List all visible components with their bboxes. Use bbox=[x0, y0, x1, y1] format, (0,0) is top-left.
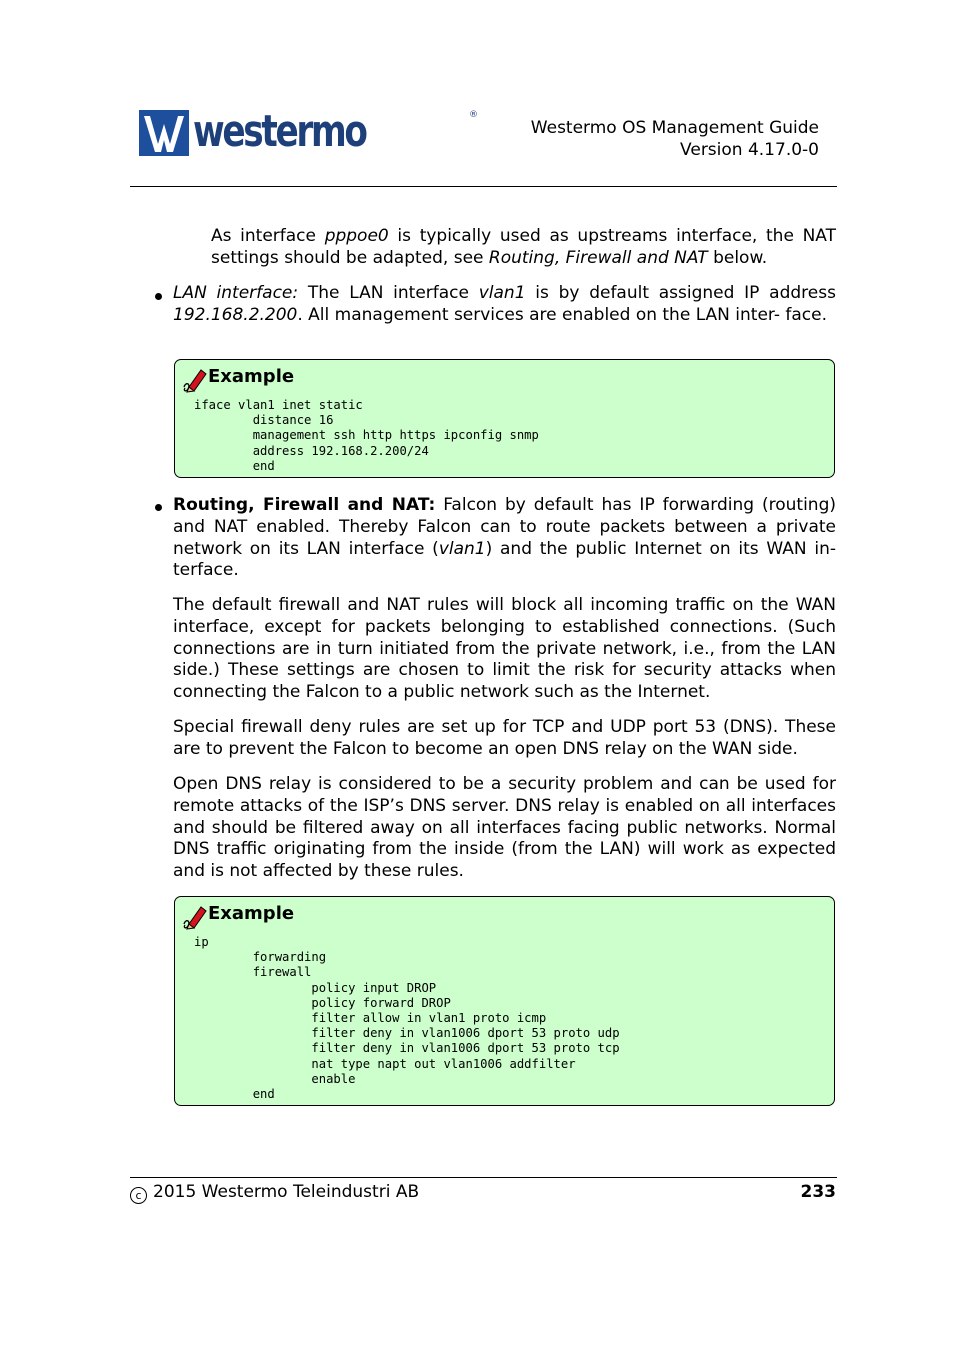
bullet-dot bbox=[155, 293, 162, 300]
guide-title: Westermo OS Management Guide bbox=[530, 118, 819, 138]
example-box-firewall bbox=[174, 896, 835, 1106]
footer-rule bbox=[130, 1177, 837, 1178]
pen-icon bbox=[183, 904, 207, 930]
dns-relay-paragraph: Open DNS relay is considered to be a security problem and can be used for remote attacks of the ISP’s DNS server. DNS relay is enabled on all interfaces and should be filtered away on all interfaces facing public networks. Normal DNS traffic originating from the inside (from the LAN) will work as expected and is not affected by these rules. bbox=[173, 774, 836, 882]
example-title: Example bbox=[208, 366, 295, 387]
firewall-paragraph: The default firewall and NAT rules will block all incoming traffic on the WAN interface, except for packets belonging to established connections. (Such connections are in turn initiated from the private network, i.e., from the LAN side.) These settings are chosen to limit the risk for security attacks when connecting the Falcon to a public network such as the Internet. bbox=[173, 595, 836, 703]
westermo-logo bbox=[139, 106, 478, 158]
code-block: iface vlan1 inet static distance 16 management ssh http https ipconfig snmp address 192.168.2.200/24 end bbox=[194, 398, 539, 473]
header-rule bbox=[130, 186, 837, 187]
example-box-lan bbox=[174, 359, 835, 478]
guide-version: Version 4.17.0-0 bbox=[680, 140, 819, 160]
routing-item: Routing, Firewall and NAT: Falcon by default has IP forwarding (routing) and NAT enabled. Thereby Falcon can to route packets between a private network on its LAN interface (vlan1) and the public Internet on its WAN in- terface. bbox=[173, 495, 836, 581]
example-title: Example bbox=[208, 903, 295, 924]
dns-deny-paragraph: Special firewall deny rules are set up for TCP and UDP port 53 (DNS). These are to prevent the Falcon to become an open DNS relay on the WAN side. bbox=[173, 717, 836, 759]
intro-paragraph: As interface pppoe0 is typically used as upstreams interface, the NAT settings should be adapted, see Routing, Firewall and NAT below. bbox=[211, 226, 836, 268]
document-header bbox=[531, 117, 819, 161]
copyright-icon: c bbox=[130, 1187, 147, 1204]
page-number: 233 bbox=[800, 1182, 836, 1202]
bullet-dot bbox=[155, 504, 162, 511]
registered-mark: ® bbox=[469, 110, 478, 120]
logo-wordmark: westermo bbox=[193, 106, 366, 157]
code-block: ip forwarding firewall policy input DROP policy forward DROP filter allow in vlan1 proto icmp filter deny in vlan1006 dport 53 proto udp filter deny in vlan1006 dport 53 proto tcp nat type napt out vlan1006 addfilter enable end bbox=[194, 935, 620, 1102]
westermo-logo-mark-icon bbox=[139, 110, 189, 156]
pen-icon bbox=[183, 367, 207, 393]
copyright-text: 2015 Westermo Teleindustri AB bbox=[153, 1182, 420, 1202]
lan-interface-item: LAN interface: The LAN interface vlan1 is by default assigned IP address 192.168.2.200. All management services are enabled on the LAN inter- face. bbox=[173, 283, 836, 325]
copyright-notice bbox=[130, 1182, 419, 1204]
